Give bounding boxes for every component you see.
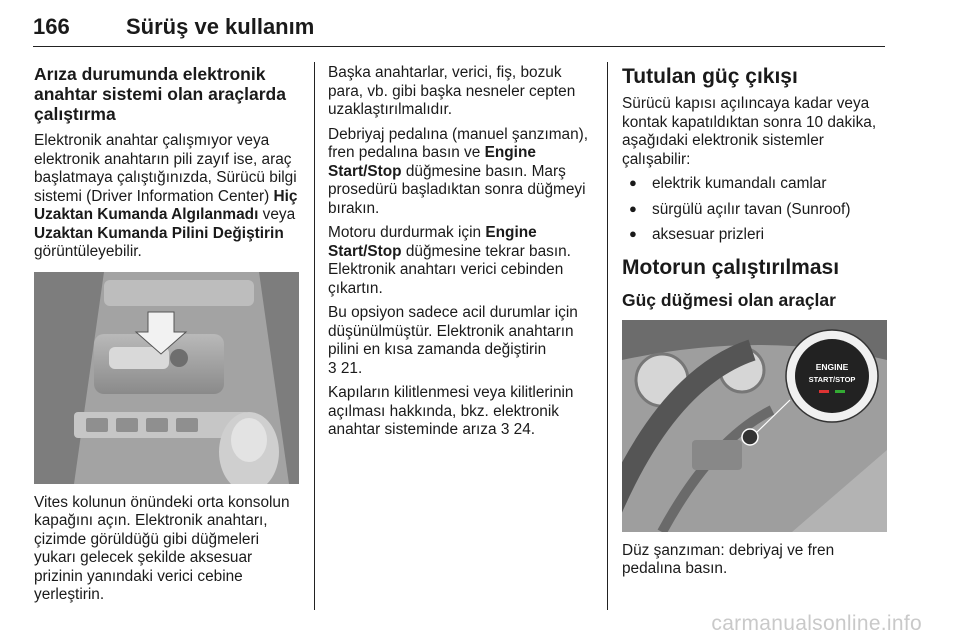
paragraph-start-procedure	[328, 126, 598, 219]
list-item: ● elektrik kumandalı camlar	[622, 175, 890, 194]
page-reference: 3 21.	[328, 359, 363, 377]
message-replace-battery: Uzaktan Kumanda Pilini Değiştirin	[34, 224, 284, 242]
text: düğmesine basın. Marş prosedürü başladıktan sonra düğmeyi bırakın.	[328, 162, 586, 217]
list-item: ● aksesuar prizleri	[622, 226, 890, 245]
text: veya	[258, 206, 296, 223]
text: Elektronik anahtar çalışmıyor veya elektronik anahtarın pili zayıf ise, araç başlatmaya çalıştığınızda, Sürücü bilgi sistemi (Driver Information Center)	[34, 132, 297, 205]
paragraph-emergency-note	[328, 304, 598, 378]
button-name-engine-start-stop: Engine Start/Stop	[328, 144, 536, 180]
page-number: 166	[33, 14, 70, 39]
section-heading-retained-power: Tutulan güç çıkışı	[622, 65, 798, 88]
bullet-list-systems	[622, 175, 890, 245]
watermark: carmanualsonline.info	[711, 612, 922, 635]
engine-label: ENGINE	[815, 361, 849, 372]
paragraph-stop-engine	[328, 224, 598, 298]
text: düğmesine tekrar basın. Elektronik anahtarı verici cebinden çıkartın.	[328, 242, 571, 297]
column-divider-2	[607, 62, 608, 610]
column-3	[622, 64, 890, 585]
dashboard-illustration	[622, 320, 887, 532]
list-item: ● sürgülü açılır tavan (Sunroof)	[622, 201, 890, 220]
text: Motoru durdurmak için	[328, 224, 486, 241]
console-illustration	[34, 272, 299, 484]
paragraph-key-failure	[34, 132, 302, 262]
paragraph-remove-objects: Başka anahtarlar, verici, fiş, bozuk para, vb. gibi başka nesneler cepten uzaklaştırılmalıdır.	[328, 64, 576, 118]
text: Kapıların kilitlenmesi veya kilitlerinin açılması hakkında, bkz. elektronik anahtar sisteminde arıza	[328, 384, 574, 438]
text: Debriyaj pedalına (manuel şanzıman), fren pedalına basın ve	[328, 125, 589, 161]
section-heading-engine-start: Motorun çalıştırılması	[622, 255, 840, 279]
page-title: Sürüş ve kullanım	[126, 14, 315, 39]
column-2	[328, 64, 598, 446]
paragraph-retained-power: Sürücü kapısı açılıncaya kadar veya kontak kapatıldıktan sonra 10 dakika, aşağıdaki elektronik sistemler çalışabilir:	[622, 95, 877, 168]
column-divider-1	[314, 62, 315, 610]
page-header	[33, 14, 885, 47]
button-name-engine-start-stop: Engine Start/Stop	[328, 224, 537, 260]
column-1	[34, 64, 302, 611]
page-reference: 3 24.	[500, 421, 536, 438]
text: Bu opsiyon sadece acil durumlar için düşünülmüştür. Elektronik anahtarın pilini en kısa zamanda değiştirin	[328, 304, 578, 358]
section-heading-emergency-start: Arıza durumunda elektronik anahtar sistemi olan araçlarda çalıştırma	[34, 64, 286, 124]
text: görüntüleyebilir.	[34, 243, 142, 260]
start-stop-label: START/STOP	[808, 374, 856, 384]
figure-caption-console: Vites kolunun önündeki orta konsolun kapağını açın. Elektronik anahtarı, çizimde görüldüğü gibi düğmeleri yukarı gelecek şekilde aksesuar prizinin yanındaki verici cebine yerleştirin.	[34, 493, 290, 603]
paragraph-door-locks	[328, 384, 598, 440]
figure-caption-manual-transmission: Düz şanzıman: debriyaj ve fren pedalına basın.	[622, 541, 835, 577]
subsection-heading-power-button: Güç düğmesi olan araçlar	[622, 289, 836, 310]
message-no-remote: Hiç Uzaktan Kumanda Algılanmadı	[34, 187, 298, 223]
